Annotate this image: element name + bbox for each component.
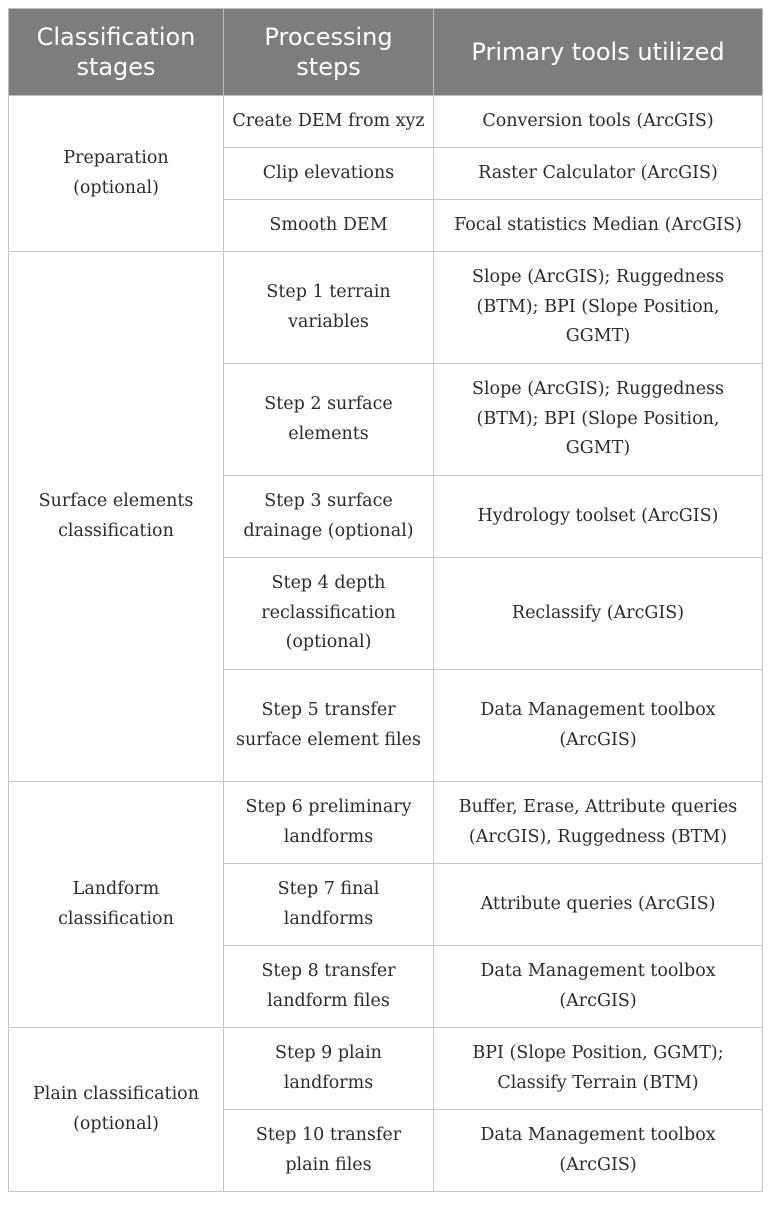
step-cell: Step 6 preliminary landforms <box>224 782 434 864</box>
step-cell: Smooth DEM <box>224 200 434 252</box>
step-cell: Step 7 final landforms <box>224 864 434 946</box>
table-row <box>9 782 763 864</box>
step-cell: Step 5 transfer surface element files <box>224 670 434 782</box>
step-cell: Step 2 surface elements <box>224 364 434 476</box>
tools-cell: Data Management toolbox (ArcGIS) <box>434 946 763 1028</box>
step-cell: Step 1 terrain variables <box>224 252 434 364</box>
step-cell: Step 9 plain landforms <box>224 1028 434 1110</box>
tools-cell: Data Management toolbox (ArcGIS) <box>434 1110 763 1192</box>
tools-cell: Focal statistics Median (ArcGIS) <box>434 200 763 252</box>
stage-cell: Preparation (optional) <box>9 96 224 252</box>
table-row <box>9 1028 763 1110</box>
workflow-table <box>8 8 763 1192</box>
step-cell: Step 10 transfer plain files <box>224 1110 434 1192</box>
tools-cell: Data Management toolbox (ArcGIS) <box>434 670 763 782</box>
tools-cell: Attribute queries (ArcGIS) <box>434 864 763 946</box>
tools-cell: Raster Calculator (ArcGIS) <box>434 148 763 200</box>
step-cell: Step 4 depth reclassification (optional) <box>224 558 434 670</box>
tools-cell: Reclassify (ArcGIS) <box>434 558 763 670</box>
tools-cell: Conversion tools (ArcGIS) <box>434 96 763 148</box>
step-cell: Create DEM from xyz <box>224 96 434 148</box>
table-row <box>9 96 763 148</box>
table-row <box>9 252 763 364</box>
tools-cell: Buffer, Erase, Attribute queries (ArcGIS), Ruggedness (BTM) <box>434 782 763 864</box>
step-cell: Step 8 transfer landform files <box>224 946 434 1028</box>
header-row <box>9 9 763 96</box>
tools-cell: Hydrology toolset (ArcGIS) <box>434 476 763 558</box>
tools-cell: Slope (ArcGIS); Ruggedness (BTM); BPI (Slope Position, GGMT) <box>434 364 763 476</box>
step-cell: Clip elevations <box>224 148 434 200</box>
step-cell: Step 3 surface drainage (optional) <box>224 476 434 558</box>
header-processing-steps: Processing steps <box>224 9 434 96</box>
tools-cell: Slope (ArcGIS); Ruggedness (BTM); BPI (Slope Position, GGMT) <box>434 252 763 364</box>
stage-cell: Landform classification <box>9 782 224 1028</box>
stage-cell: Surface elements classification <box>9 252 224 782</box>
tools-cell: BPI (Slope Position, GGMT); Classify Terrain (BTM) <box>434 1028 763 1110</box>
header-primary-tools: Primary tools utilized <box>434 9 763 96</box>
stage-cell: Plain classification (optional) <box>9 1028 224 1192</box>
header-classification-stages: Classification stages <box>9 9 224 96</box>
